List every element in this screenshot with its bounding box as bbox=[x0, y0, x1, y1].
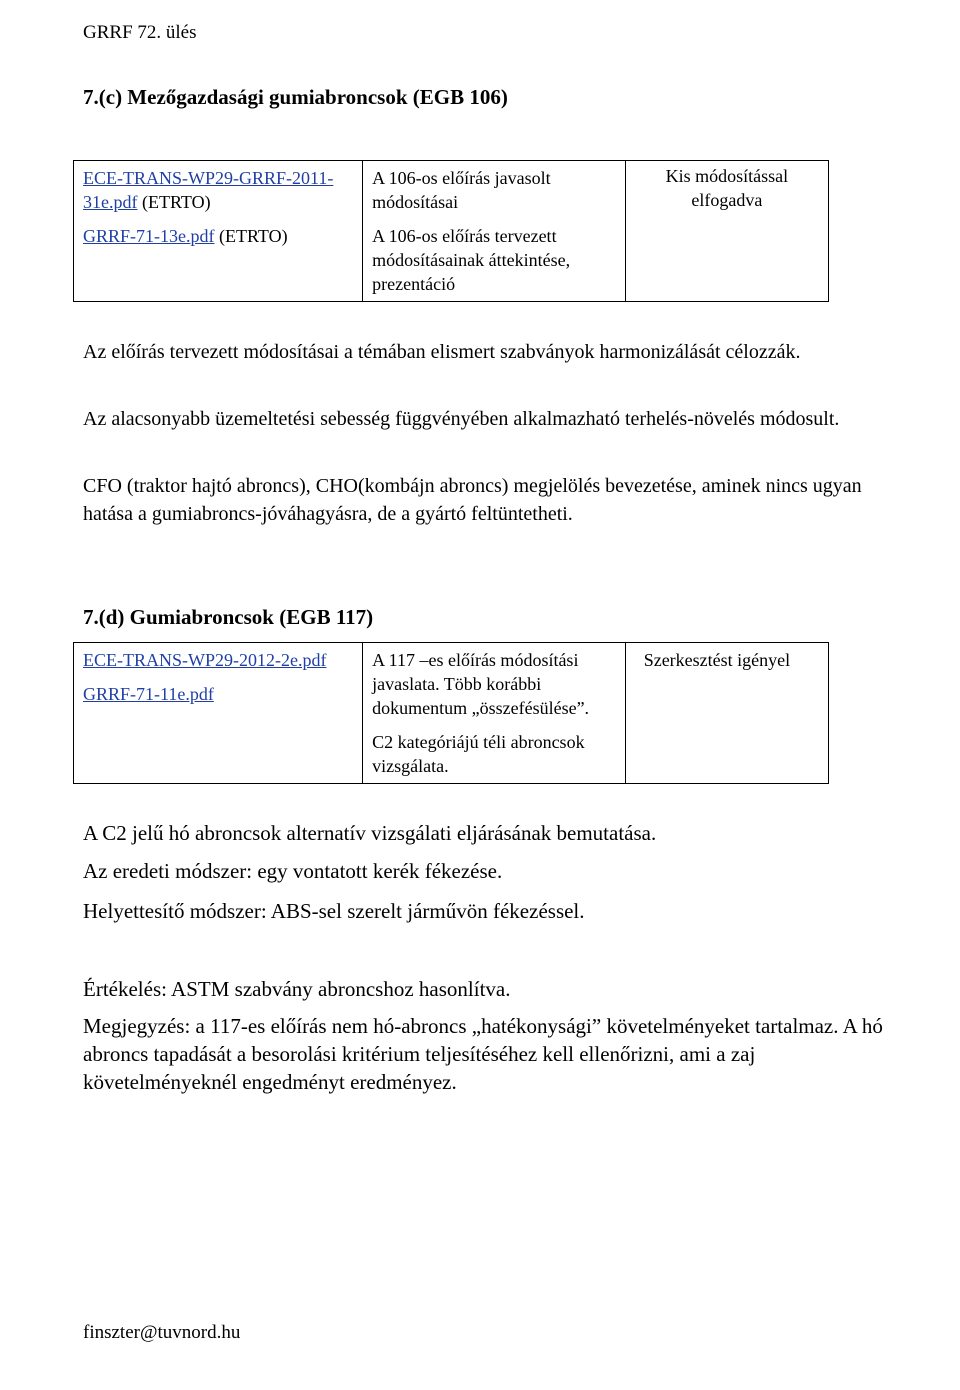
paragraph: Értékelés: ASTM szabvány abroncshoz hasonlítva. bbox=[83, 977, 511, 1001]
paragraph: Megjegyzés: a 117-es előírás nem hó-abroncs „hatékonysági” követelményeket tartalmaz. A hó abroncs tapadását a besorolási kritérium teljesítéséhez kell ellenőrizni, ami a zaj követelményeknél engedményt eredményez. bbox=[83, 1014, 883, 1094]
footer-email: finszter@tuvnord.hu bbox=[83, 1322, 241, 1343]
document-link-part[interactable]: GRRF-71-13e. bbox=[83, 226, 191, 246]
status-text: Szerkesztést igényel bbox=[643, 650, 791, 670]
document-entry bbox=[83, 224, 353, 248]
document-link-part[interactable]: pdf bbox=[190, 226, 215, 246]
section-c-table bbox=[73, 160, 829, 302]
paragraph: A C2 jelű hó abroncsok alternatív vizsgálati eljárásának bemutatása. bbox=[83, 821, 657, 845]
description-cell bbox=[363, 161, 626, 302]
paragraph: CFO (traktor hajtó abroncs), CHO(kombájn abroncs) megjelölés bevezetése, aminek nincs ugyan hatása a gumiabroncs-jóváhagyásra, de a gyártó feltüntetheti. bbox=[83, 475, 862, 525]
paragraph: Az eredeti módszer: egy vontatott kerék fékezése. bbox=[83, 859, 503, 883]
section-d-title: (d) Gumiabroncsok (EGB 117) bbox=[98, 605, 374, 629]
status-cell bbox=[625, 161, 828, 302]
paragraph: Helyettesítő módszer: ABS-sel szerelt járművön fékezéssel. bbox=[83, 899, 585, 923]
document-origin: (ETRTO) bbox=[137, 192, 211, 212]
section-d-table bbox=[73, 642, 829, 784]
document-entry bbox=[83, 682, 353, 706]
document-description: A 106-os előírás tervezett módosításainak áttekintése, prezentáció bbox=[372, 226, 571, 294]
paragraph: Az alacsonyabb üzemeltetési sebesség függvényében alkalmazható terhelés-növelés módosult. bbox=[83, 408, 840, 430]
document-description: A 117 –es előírás módosítási javaslata. Több korábbi dokumentum „összefésülése”. bbox=[372, 650, 590, 718]
status-cell bbox=[625, 643, 828, 784]
document-link[interactable]: GRRF-71-11e.pdf bbox=[83, 684, 214, 704]
documents-cell bbox=[74, 161, 363, 302]
section-d-heading bbox=[83, 605, 373, 630]
document-description: C2 kategóriájú téli abroncsok vizsgálata. bbox=[372, 732, 585, 776]
page-header: GRRF 72. ülés bbox=[83, 22, 197, 43]
document-entry bbox=[83, 166, 353, 214]
document-description: A 106-os előírás javasolt módosításai bbox=[372, 168, 551, 212]
document-link[interactable]: ECE-TRANS-WP29-GRRF-2011-31e.pdf bbox=[83, 168, 334, 212]
section-c-heading bbox=[83, 85, 508, 110]
document-origin: (ETRTO) bbox=[214, 226, 288, 246]
document-entry bbox=[83, 648, 353, 672]
status-text: Kis módosítással elfogadva bbox=[665, 166, 789, 210]
section-c-number: 7. bbox=[83, 85, 99, 109]
paragraph: Az előírás tervezett módosításai a témában elismert szabványok harmonizálását célozzák. bbox=[83, 341, 801, 363]
document-link[interactable]: ECE-TRANS-WP29-2012-2e.pdf bbox=[83, 650, 327, 670]
documents-cell bbox=[74, 643, 363, 784]
section-c-title: (c) Mezőgazdasági gumiabroncsok (EGB 106) bbox=[98, 85, 508, 109]
description-cell bbox=[363, 643, 626, 784]
section-d-number: 7. bbox=[83, 605, 99, 629]
